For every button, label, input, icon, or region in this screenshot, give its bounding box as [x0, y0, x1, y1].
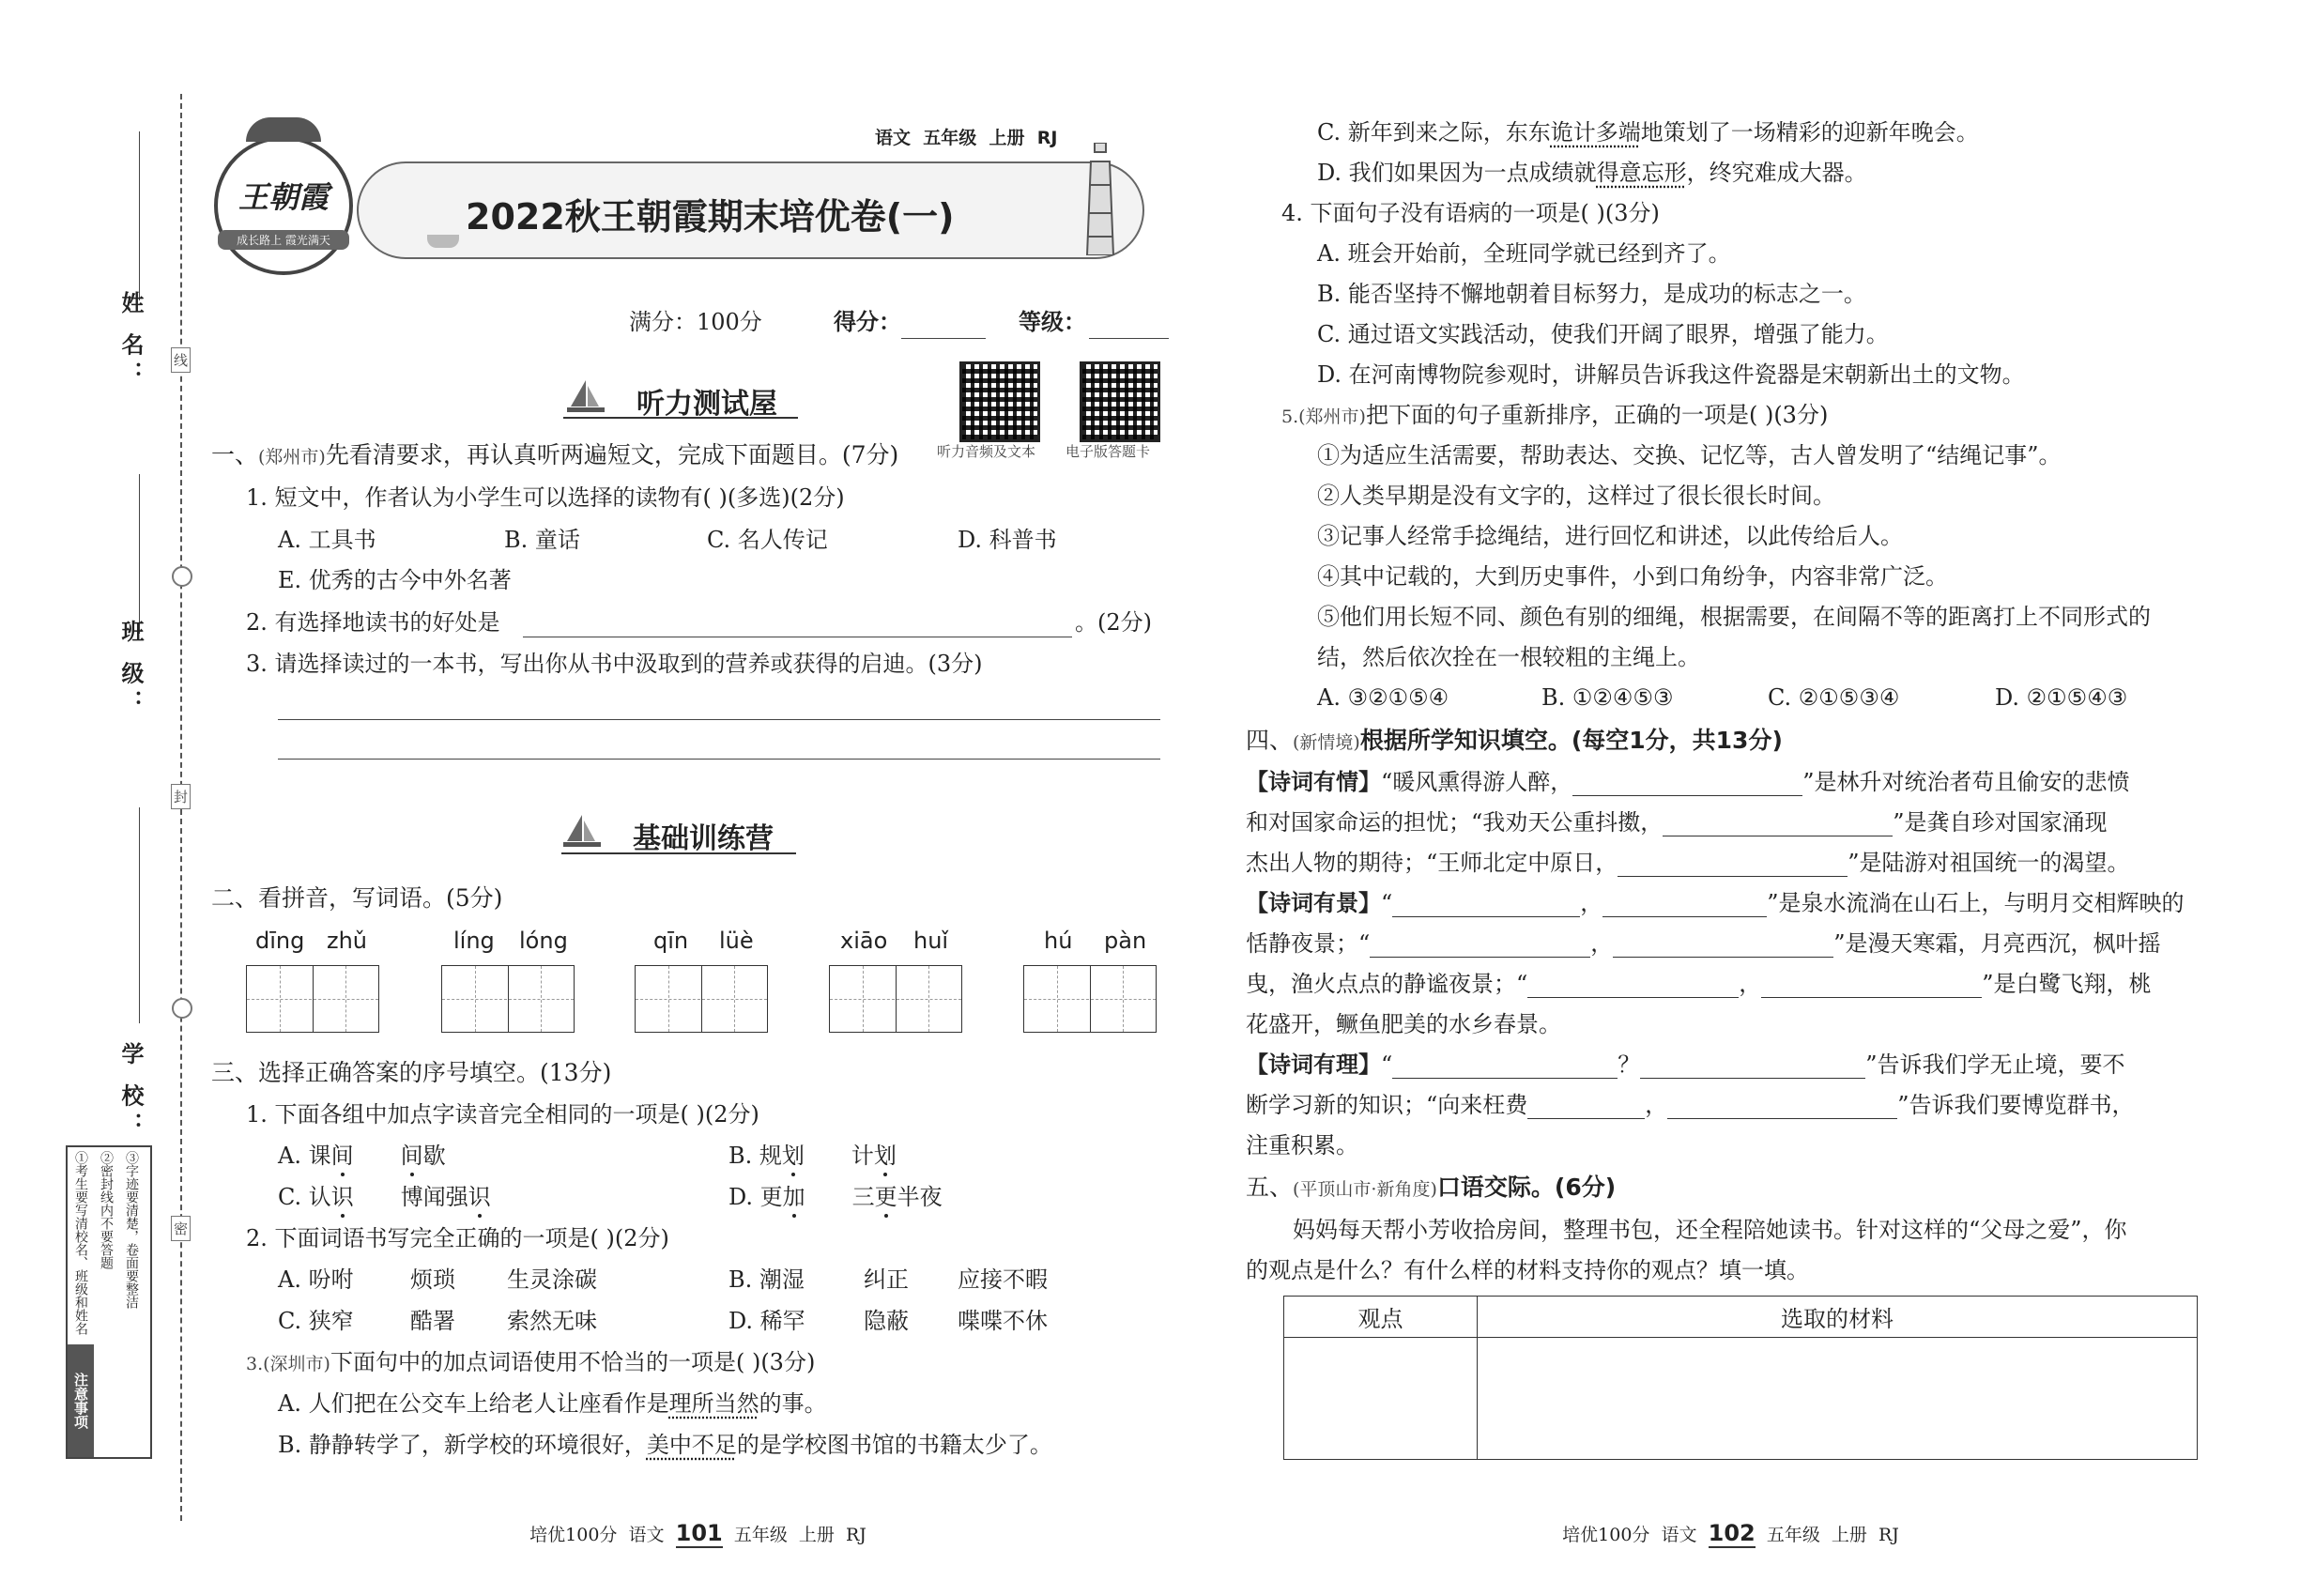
q3-5-option-b: B. ①②④⑤③ — [1541, 684, 1674, 711]
q3-3: 3.(深圳市)下面句中的加点词语使用不恰当的一项是( )(3分) — [246, 1349, 816, 1375]
notice-item-2: ②密封线内不要答题 — [99, 1151, 114, 1269]
pinyin-box-4[interactable] — [829, 965, 962, 1033]
q3-2-option-c-2: 酷署 — [410, 1308, 455, 1334]
q5-header: 五、(平顶山市·新角度)口语交际。(6分) — [1246, 1174, 1617, 1201]
q3-1-option-d: D. 更加 三更半夜 — [728, 1184, 943, 1210]
q1-3-answer-line-1[interactable] — [278, 719, 1160, 720]
q4-tag: (新情境) — [1293, 732, 1360, 753]
pinyin-2b: lóng — [519, 928, 568, 954]
poem2-line3: 曳，渔火点点的静谧夜景；“ ， ”是白鹭飞翔，桃 — [1246, 971, 2152, 997]
q3-2-option-c-3: 索然无味 — [507, 1308, 597, 1334]
pinyin-1b: zhǔ — [327, 928, 368, 954]
binding-hole-2 — [172, 998, 192, 1019]
poem2-blank-2[interactable] — [1602, 894, 1767, 917]
sailboat-icon-1 — [567, 380, 605, 418]
logo-motto: 成长路上 霞光满天 — [218, 230, 349, 250]
poem3-blank-4[interactable] — [1667, 1096, 1897, 1119]
q1-2: 2. 有选择地读书的好处是 — [246, 609, 500, 636]
q3-5: 5.(郑州市)把下面的句子重新排序，正确的一项是( )(3分) — [1281, 402, 1829, 428]
q3-2-option-b-2: 纠正 — [864, 1266, 909, 1293]
poem1-line1: 【诗词有情】“暖风熏得游人醉， ”是林升对统治者苟且偷安的悲愤 — [1246, 769, 2130, 795]
poem2-line4: 花盛开，鳜鱼肥美的水乡春景。 — [1246, 1011, 1561, 1037]
q5-paragraph-1: 妈妈每天帮小芳收拾房间，整理书包，还全程陪她读书。针对这样的“父母之爱”，你 — [1293, 1217, 2127, 1243]
pinyin-4b: huǐ — [913, 928, 949, 954]
pinyin-box-1[interactable] — [246, 965, 379, 1033]
q3-1-option-c: C. 认识 博闻强识 — [278, 1184, 491, 1210]
class-label: 班 级： — [117, 620, 144, 718]
q3-2-option-a-2: 烦琐 — [410, 1266, 455, 1293]
poem2-tag: 【诗词有景】 — [1246, 890, 1381, 916]
class-blank-line — [139, 474, 140, 634]
q1-1-option-c: C. 名人传记 — [707, 527, 828, 553]
pinyin-4a: xiāo — [840, 928, 888, 954]
basics-section-title: 基础训练营 — [633, 822, 774, 855]
poem1-blank-1[interactable] — [1572, 773, 1802, 796]
viewpoint-table — [1283, 1296, 2198, 1460]
poem2-blank-5[interactable] — [1527, 974, 1739, 998]
pinyin-2a: líng — [453, 928, 495, 954]
notice-item-1: ①考生要写清校名、班级和姓名 — [73, 1151, 88, 1335]
name-blank-line — [139, 131, 140, 300]
q5-paragraph-2: 的观点是什么？有什么样的材料支持你的观点？填一填。 — [1246, 1257, 1809, 1283]
q1-city-tag: (郑州市) — [258, 447, 326, 468]
poem2-line1: 【诗词有景】“ ， ”是泉水流淌在山石上，与明月交相辉映的 — [1246, 890, 2185, 916]
q3-5-sentence-5: ⑤他们用长短不同、颜色有别的细绳，根据需要，在间隔不等的距离打上不同形式的 — [1317, 604, 2151, 630]
right-page-number: 102 — [1708, 1520, 1756, 1546]
poem1-tag: 【诗词有情】 — [1246, 769, 1381, 795]
q3-5-sentence-3: ③记事人经常手捻绳结，进行回忆和讲述，以此传给后人。 — [1317, 523, 1903, 549]
poem2-line2: 恬静夜景；“ ， ”是漫天寒霜，月亮西沉，枫叶摇 — [1246, 930, 2161, 957]
q3-1-option-b: B. 规划 计划 — [728, 1143, 897, 1169]
q1-1-option-d: D. 科普书 — [958, 527, 1057, 553]
poem3-line3: 注重积累。 — [1246, 1132, 1358, 1159]
score-blank — [901, 338, 986, 339]
score-label: 得分： — [834, 309, 901, 335]
q1-header — [211, 441, 898, 471]
q3-3-option-b: B. 静静转学了，新学校的环境很好，美中不足的是学校图书馆的书籍太少了。 — [278, 1432, 1052, 1458]
poem3-line2: 断学习新的知识；“向来枉费 ， ”告诉我们要博览群书， — [1246, 1092, 2135, 1118]
pinyin-5a: hú — [1044, 928, 1073, 954]
q1-3-answer-line-2[interactable] — [278, 759, 1160, 760]
sailboat-icon-2 — [563, 815, 601, 852]
name-label: 姓 名： — [117, 291, 144, 390]
q3-1-option-a: A. 课间 间歇 — [278, 1143, 446, 1169]
brand-logo — [214, 136, 353, 275]
q1-1-option-a: A. 工具书 — [278, 527, 376, 553]
q3-5-sentence-5-cont: 结，然后依次拴在一根较粗的主绳上。 — [1317, 644, 1700, 670]
pinyin-1a: dīng — [255, 928, 305, 954]
boat-icon — [427, 235, 459, 248]
table-header-viewpoint: 观点 — [1284, 1297, 1478, 1338]
q3-3-option-c: C. 新年到来之际，东东诡计多端地策划了一场精彩的迎新年晚会。 — [1317, 119, 1979, 146]
poem3-blank-3[interactable] — [1527, 1096, 1645, 1119]
seal-mark-feng: 封 — [171, 784, 191, 809]
poem2-blank-6[interactable] — [1761, 974, 1982, 998]
q3-5-option-c: C. ②①⑤③④ — [1768, 684, 1900, 711]
poem1-blank-2[interactable] — [1663, 813, 1893, 836]
q3-3-option-a: A. 人们把在公交车上给老人让座看作是理所当然的事。 — [278, 1390, 827, 1417]
poem1-blank-3[interactable] — [1618, 853, 1848, 877]
listening-section-title: 听力测试屋 — [636, 388, 777, 421]
poem2-blank-3[interactable] — [1370, 934, 1590, 958]
q3-3-city-tag: 3.(深圳市) — [246, 1354, 330, 1374]
q3-2-option-a-1: A. 吩咐 — [278, 1266, 354, 1293]
q3-4-option-a: A. 班会开始前，全班同学就已经到齐了。 — [1317, 240, 1731, 267]
q3-5-option-d: D. ②①⑤④③ — [1995, 684, 2128, 711]
qr-label-audio: 听力音频及文本 — [937, 443, 1036, 460]
right-page — [1150, 0, 2300, 1596]
full-score: 满分：100分 — [629, 309, 762, 335]
school-blank-line — [139, 807, 140, 1023]
listening-title-underline — [563, 417, 798, 419]
seal-mark-mi: 密 — [171, 1216, 191, 1241]
pinyin-box-5[interactable] — [1023, 965, 1157, 1033]
left-page-number: 101 — [675, 1520, 723, 1546]
notice-title: 注意事项 — [68, 1344, 94, 1457]
q1-instructions: 先看清要求，再认真听两遍短文，完成下面题目。(7分) — [325, 441, 899, 468]
poem1-line3: 杰出人物的期待；“王师北定中原日， ”是陆游对祖国统一的渴望。 — [1246, 850, 2130, 876]
qr-code-audio[interactable] — [959, 361, 1040, 442]
q3-5-option-a: A. ③②①⑤④ — [1317, 684, 1449, 711]
q3-5-sentence-2: ②人类早期是没有文字的，这样过了很长很长时间。 — [1317, 483, 1835, 509]
q1-1-option-e: E. 优秀的古今中外名著 — [278, 567, 512, 593]
basics-title-underline — [561, 852, 796, 854]
q3-4-option-d: D. 在河南博物院参观时，讲解员告诉我这件瓷器是宋朝新出土的文物。 — [1317, 361, 2025, 388]
q3-2: 2. 下面词语书写完全正确的一项是( )(2分) — [246, 1225, 669, 1251]
q3-4: 4. 下面句子没有语病的一项是( )(3分) — [1281, 200, 1660, 226]
viewpoint-answer-cell[interactable] — [1284, 1338, 1478, 1460]
q3-2-option-b-1: B. 潮湿 — [728, 1266, 805, 1293]
q1-2-points: 。(2分) — [1075, 609, 1152, 636]
q3-3-option-d: D. 我们如果因为一点成绩就得意忘形，终究难成大器。 — [1317, 160, 1867, 186]
q3-4-option-c: C. 通过语文实践活动，使我们开阔了眼界，增强了能力。 — [1317, 321, 1889, 347]
q3-2-option-d-2: 隐蔽 — [864, 1308, 909, 1334]
q3-2-option-d-3: 喋喋不休 — [958, 1308, 1048, 1334]
exam-title: 2022秋王朝霞期末培优卷(一) — [466, 196, 955, 238]
poem1-line2: 和对国家命运的担忧；“我劝天公重抖擞， ”是龚自珍对国家涌现 — [1246, 809, 2108, 836]
q3-5-sentence-1: ①为适应生活需要，帮助表达、交换、记忆等，古人曾发明了“结绳记事”。 — [1317, 442, 2062, 468]
poem2-blank-1[interactable] — [1392, 894, 1580, 917]
q1-1: 1. 短文中，作者认为小学生可以选择的读物有( )(多选)(2分) — [246, 484, 845, 511]
q3-2-option-c-1: C. 狭窄 — [278, 1308, 354, 1334]
q1-3: 3. 请选择读过的一本书，写出你从书中汲取到的营养或获得的启迪。(3分) — [246, 651, 983, 677]
q3-header: 三、选择正确答案的序号填空。(13分) — [211, 1059, 612, 1086]
poem3-blank-2[interactable] — [1640, 1055, 1865, 1079]
left-footer: 培优100分 语文 101 五年级 上册 RJ — [529, 1520, 866, 1546]
q3-5-sentence-4: ④其中记载的，大到历史事件，小到口角纷争，内容非常广泛。 — [1317, 563, 1948, 590]
binding-strip — [0, 0, 197, 1596]
grade-label: 等级： — [1019, 309, 1086, 335]
pinyin-3a: qīn — [653, 928, 689, 954]
lighthouse-icon — [1081, 143, 1119, 255]
binding-hole-1 — [172, 566, 192, 587]
q1-number: 一、 — [211, 441, 259, 468]
q3-2-option-b-3: 应接不暇 — [958, 1266, 1048, 1293]
q3-4-option-b: B. 能否坚持不懈地朝着目标努力，是成功的标志之一。 — [1317, 281, 1866, 307]
poem3-tag: 【诗词有理】 — [1246, 1051, 1381, 1078]
seal-mark-xian: 线 — [171, 347, 191, 373]
q4-header: 四、(新情境)根据所学知识填空。(每空1分，共13分) — [1246, 727, 1783, 754]
q3-2-option-a-3: 生灵涂碳 — [507, 1266, 597, 1293]
school-label: 学 校： — [117, 1042, 144, 1141]
q3-2-option-d-1: D. 稀罕 — [728, 1308, 805, 1334]
notice-box — [66, 1145, 152, 1459]
notice-item-3: ③字迹要清楚，卷面要整洁 — [124, 1151, 139, 1309]
pinyin-box-3[interactable] — [635, 965, 768, 1033]
q3-5-city-tag: 5.(郑州市) — [1281, 407, 1366, 427]
qr-code-answer-sheet[interactable] — [1080, 361, 1160, 442]
material-answer-cell[interactable] — [1478, 1338, 2198, 1460]
q5-tag: (平顶山市·新角度) — [1293, 1179, 1437, 1200]
right-footer: 培优100分 语文 102 五年级 上册 RJ — [1562, 1520, 1899, 1546]
header-tags: 语文 五年级 上册 RJ — [875, 128, 1058, 148]
pinyin-3b: lüè — [719, 928, 754, 954]
qr-label-answer: 电子版答题卡 — [1066, 443, 1151, 460]
logo-crown-icon — [246, 117, 321, 142]
poem3-line1: 【诗词有理】“ ？ ”告诉我们学无止境，要不 — [1246, 1051, 2125, 1078]
poem2-blank-4[interactable] — [1613, 934, 1833, 958]
q2-header: 二、看拼音，写词语。(5分) — [211, 884, 503, 912]
pinyin-5b: pàn — [1104, 928, 1147, 954]
q1-1-option-b: B. 童话 — [504, 527, 580, 553]
pinyin-box-2[interactable] — [441, 965, 575, 1033]
table-header-material: 选取的材料 — [1478, 1297, 2198, 1338]
poem3-blank-1[interactable] — [1392, 1055, 1618, 1079]
logo-text: 王朝霞 — [238, 179, 329, 215]
q3-1: 1. 下面各组中加点字读音完全相同的一项是( )(2分) — [246, 1101, 759, 1128]
